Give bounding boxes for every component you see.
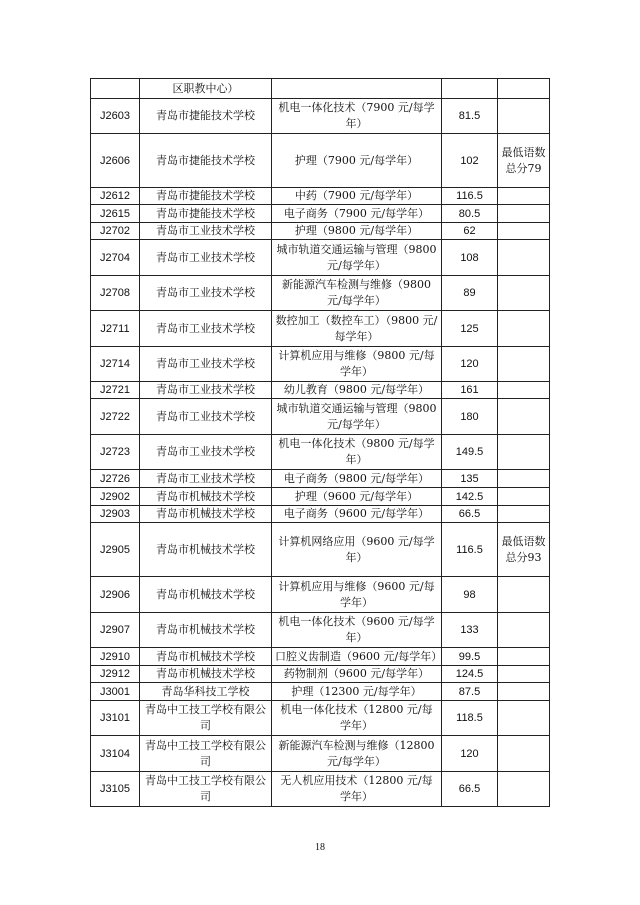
school-name-cell: 青岛市机械技术学校 [140,648,272,666]
school-name-cell: 青岛市工业技术学校 [140,382,272,399]
min-score-cell: 135 [442,470,498,488]
program-code-cell: J2902 [91,488,140,506]
remark-cell [498,240,550,276]
school-name-cell: 青岛市工业技术学校 [140,223,272,240]
table-row [91,399,550,435]
program-code-cell: J2905 [91,523,140,577]
remark-cell [498,311,550,347]
school-name-cell: 青岛市工业技术学校 [140,347,272,382]
major-fee-cell: 机电一体化技术（7900 元/每学年） [272,99,442,134]
table-row [91,205,550,223]
remark-cell [498,772,550,807]
min-score-cell: 133 [442,613,498,648]
min-score-cell: 180 [442,399,498,435]
program-code-cell: J3001 [91,683,140,701]
major-fee-cell: 中药（7900 元/每学年） [272,188,442,205]
remark-cell [498,79,550,99]
program-code-cell: J2723 [91,435,140,470]
program-code-cell: J3101 [91,701,140,736]
table-row [91,523,550,577]
min-score-cell: 120 [442,347,498,382]
school-name-cell: 青岛市机械技术学校 [140,666,272,683]
min-score-cell: 66.5 [442,506,498,523]
min-score-cell: 62 [442,223,498,240]
table-row [91,435,550,470]
program-code-cell: J2726 [91,470,140,488]
program-code-cell: J2612 [91,188,140,205]
table-row [91,188,550,205]
program-code-cell: J2722 [91,399,140,435]
major-fee-cell: 计算机网络应用（9600 元/每学年） [272,523,442,577]
major-fee-cell: 无人机应用技术（12800 元/每学年） [272,772,442,807]
program-code-cell: J2704 [91,240,140,276]
remark-cell [498,223,550,240]
major-fee-cell: 药物制剂（9600 元/每学年） [272,666,442,683]
major-fee-cell: 电子商务（7900 元/每学年） [272,205,442,223]
min-score-cell: 118.5 [442,701,498,736]
remark-cell: 最低语数总分93 [498,523,550,577]
school-name-cell: 青岛市机械技术学校 [140,577,272,613]
school-name-cell: 青岛市工业技术学校 [140,470,272,488]
program-code-cell: J2615 [91,205,140,223]
table-row [91,772,550,807]
table-row [91,506,550,523]
major-fee-cell: 新能源汽车检测与维修（12800 元/每学年） [272,736,442,772]
program-code-cell: J2708 [91,276,140,311]
program-code-cell: J2714 [91,347,140,382]
table-row [91,240,550,276]
major-fee-cell: 计算机应用与维修（9600 元/每学年） [272,577,442,613]
major-fee-cell: 电子商务（9800 元/每学年） [272,470,442,488]
program-code-cell: J3104 [91,736,140,772]
min-score-cell: 80.5 [442,205,498,223]
remark-cell [498,506,550,523]
school-name-cell: 青岛市捷能技术学校 [140,188,272,205]
major-fee-cell: 计算机应用与维修（9800 元/每学年） [272,347,442,382]
table-row [91,577,550,613]
program-code-cell: J2910 [91,648,140,666]
school-name-cell: 区职教中心） [140,79,272,99]
remark-cell [498,399,550,435]
min-score-cell: 120 [442,736,498,772]
program-code-cell: J2702 [91,223,140,240]
table-row [91,223,550,240]
remark-cell [498,188,550,205]
school-name-cell: 青岛中工技工学校有限公司 [140,772,272,807]
min-score-cell: 66.5 [442,772,498,807]
remark-cell [498,347,550,382]
major-fee-cell [272,79,442,99]
school-name-cell: 青岛中工技工学校有限公司 [140,736,272,772]
remark-cell [498,488,550,506]
min-score-cell: 161 [442,382,498,399]
remark-cell: 最低语数总分79 [498,134,550,188]
school-name-cell: 青岛市机械技术学校 [140,523,272,577]
school-name-cell: 青岛市机械技术学校 [140,488,272,506]
program-code-cell: J2907 [91,613,140,648]
table-row [91,701,550,736]
min-score-cell: 108 [442,240,498,276]
school-name-cell: 青岛市捷能技术学校 [140,99,272,134]
min-score-cell: 99.5 [442,648,498,666]
table-row [91,276,550,311]
min-score-cell: 116.5 [442,188,498,205]
school-name-cell: 青岛市工业技术学校 [140,276,272,311]
program-code-cell: J2603 [91,99,140,134]
remark-cell [498,435,550,470]
min-score-cell: 142.5 [442,488,498,506]
program-code-cell: J2903 [91,506,140,523]
min-score-cell: 116.5 [442,523,498,577]
major-fee-cell: 数控加工（数控车工）（9800 元/每学年） [272,311,442,347]
table-row [91,79,550,99]
admission-score-table [90,78,550,807]
program-code-cell: J3105 [91,772,140,807]
school-name-cell: 青岛华科技工学校 [140,683,272,701]
major-fee-cell: 新能源汽车检测与维修（9800 元/每学年） [272,276,442,311]
remark-cell [498,648,550,666]
school-name-cell: 青岛市捷能技术学校 [140,205,272,223]
program-code-cell: J2912 [91,666,140,683]
remark-cell [498,736,550,772]
program-code-cell: J2906 [91,577,140,613]
table-row [91,648,550,666]
school-name-cell: 青岛市机械技术学校 [140,506,272,523]
program-code-cell: J2606 [91,134,140,188]
min-score-cell [442,79,498,99]
table-row [91,613,550,648]
remark-cell [498,99,550,134]
table-row [91,99,550,134]
remark-cell [498,205,550,223]
school-name-cell: 青岛市捷能技术学校 [140,134,272,188]
table-row [91,382,550,399]
min-score-cell: 125 [442,311,498,347]
remark-cell [498,470,550,488]
min-score-cell: 87.5 [442,683,498,701]
major-fee-cell: 机电一体化技术（12800 元/每学年） [272,701,442,736]
major-fee-cell: 机电一体化技术（9600 元/每学年） [272,613,442,648]
table-row [91,736,550,772]
program-code-cell [91,79,140,99]
major-fee-cell: 电子商务（9600 元/每学年） [272,506,442,523]
table-row [91,488,550,506]
school-name-cell: 青岛市机械技术学校 [140,613,272,648]
major-fee-cell: 护理（9800 元/每学年） [272,223,442,240]
major-fee-cell: 城市轨道交通运输与管理（9800 元/每学年） [272,240,442,276]
program-code-cell: J2711 [91,311,140,347]
major-fee-cell: 幼儿教育（9800 元/每学年） [272,382,442,399]
table-body [91,79,550,807]
min-score-cell: 89 [442,276,498,311]
remark-cell [498,382,550,399]
min-score-cell: 81.5 [442,99,498,134]
major-fee-cell: 城市轨道交通运输与管理（9800 元/每学年） [272,399,442,435]
remark-cell [498,701,550,736]
remark-cell [498,577,550,613]
table-row [91,470,550,488]
table-row [91,134,550,188]
min-score-cell: 98 [442,577,498,613]
major-fee-cell: 机电一体化技术（9800 元/每学年） [272,435,442,470]
table-row [91,666,550,683]
major-fee-cell: 护理（7900 元/每学年） [272,134,442,188]
program-code-cell: J2721 [91,382,140,399]
school-name-cell: 青岛市工业技术学校 [140,311,272,347]
remark-cell [498,683,550,701]
min-score-cell: 149.5 [442,435,498,470]
school-name-cell: 青岛市工业技术学校 [140,399,272,435]
min-score-cell: 124.5 [442,666,498,683]
school-name-cell: 青岛市工业技术学校 [140,240,272,276]
remark-cell [498,613,550,648]
table-row [91,347,550,382]
table-row [91,311,550,347]
major-fee-cell: 护理（9600 元/每学年） [272,488,442,506]
remark-cell [498,276,550,311]
page-number: 18 [315,842,325,853]
min-score-cell: 102 [442,134,498,188]
school-name-cell: 青岛中工技工学校有限公司 [140,701,272,736]
major-fee-cell: 护理（12300 元/每学年） [272,683,442,701]
table-row [91,683,550,701]
school-name-cell: 青岛市工业技术学校 [140,435,272,470]
remark-cell [498,666,550,683]
major-fee-cell: 口腔义齿制造（9600 元/每学年） [272,648,442,666]
